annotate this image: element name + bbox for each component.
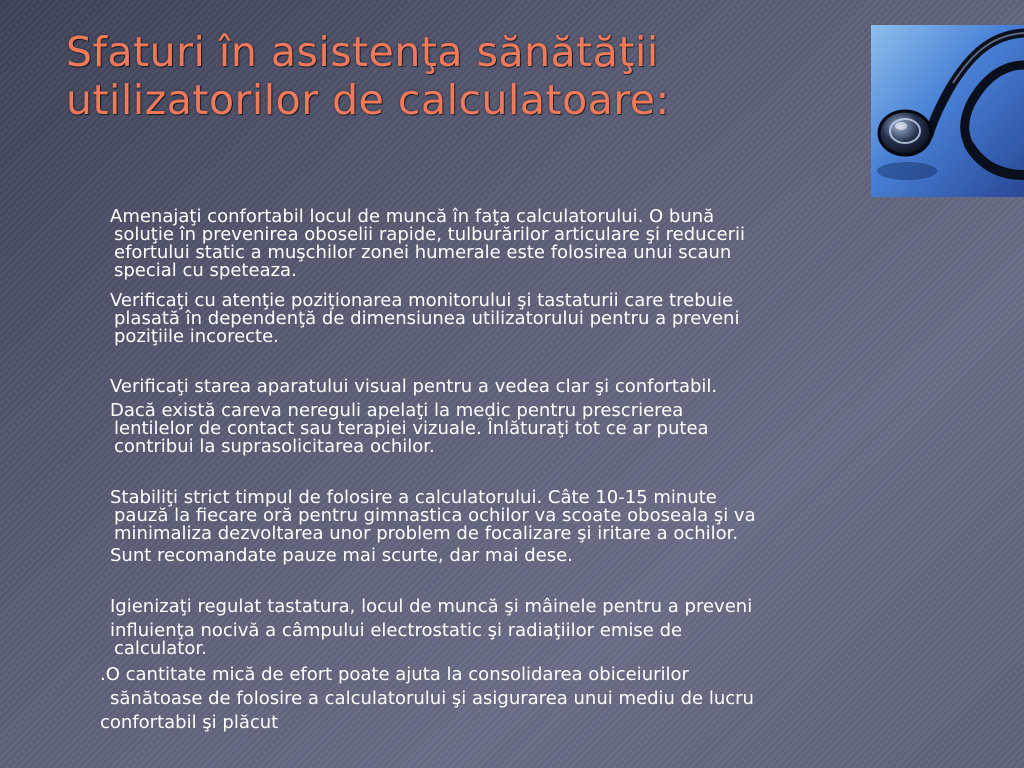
text-line: pauză la fiecare oră pentru gimnastica ochilor va scoate oboseala şi va [114,505,756,526]
text-line: lentilelor de contact sau terapiei vizuale. Înlăturaţi tot ce ar putea [114,418,709,439]
text-line: Dacă există careva nereguli apelaţi la medic pentru prescrierea [110,400,684,421]
text-line: influienţa nocivă a câmpului electrostatic şi radiaţiilor emise de [110,620,683,641]
stethoscope-photo [871,25,1024,197]
text-line: .O cantitate mică de efort poate ajuta la consolidarea obiceiurilor [100,664,689,685]
paragraph-time [100,489,970,565]
text-line: plasată în dependenţă de dimensiunea utilizatorului pentru a preveni [114,308,740,329]
paragraph-hygiene [100,598,970,658]
slide-title [66,28,856,124]
stethoscope-icon [871,25,1024,197]
text-line: efortului static a muşchilor zonei humerale este folosirea unui scaun [114,242,732,263]
text-line: soluţie în prevenirea oboselii rapide, tulburărilor articulare şi reducerii [114,224,745,245]
text-line: Stabiliţi strict timpul de folosire a calculatorului. Câte 10-15 minute [110,487,717,508]
text-line: Sunt recomandate pauze mai scurte, dar mai dese. [110,545,573,566]
text-line: calculator. [114,638,207,659]
title-line-1: Sfaturi în asistenţa sănătăţii [66,28,659,76]
paragraph-eyes [100,378,970,456]
text-line: Igienizaţi regulat tastatura, locul de muncă şi mâinele pentru a preveni [110,596,753,617]
text-line: Amenajaţi confortabil locul de muncă în faţa calculatorului. O bună [110,206,715,227]
text-line: Verificaţi cu atenţie poziţionarea monitorului şi tastaturii care trebuie [110,290,734,311]
text-line: confortabil şi plăcut [100,712,279,733]
text-line: sănătoase de folosire a calculatorului şi asigurarea unui mediu de lucru [110,688,754,709]
title-line-2: utilizatorilor de calculatoare: [66,76,670,124]
text-line: poziţiile incorecte. [114,326,279,347]
paragraph-workplace [100,208,970,280]
text-line: Verificaţi starea aparatului visual pentru a vedea clar şi confortabil. [110,376,718,397]
paragraph-monitor [100,292,970,346]
text-line: minimaliza dezvoltarea unor problem de focalizare şi iritare a ochilor. [114,523,739,544]
paragraph-effort [100,666,970,732]
text-line: special cu speteaza. [114,260,297,281]
text-line: contribui la suprasolicitarea ochilor. [114,436,435,457]
